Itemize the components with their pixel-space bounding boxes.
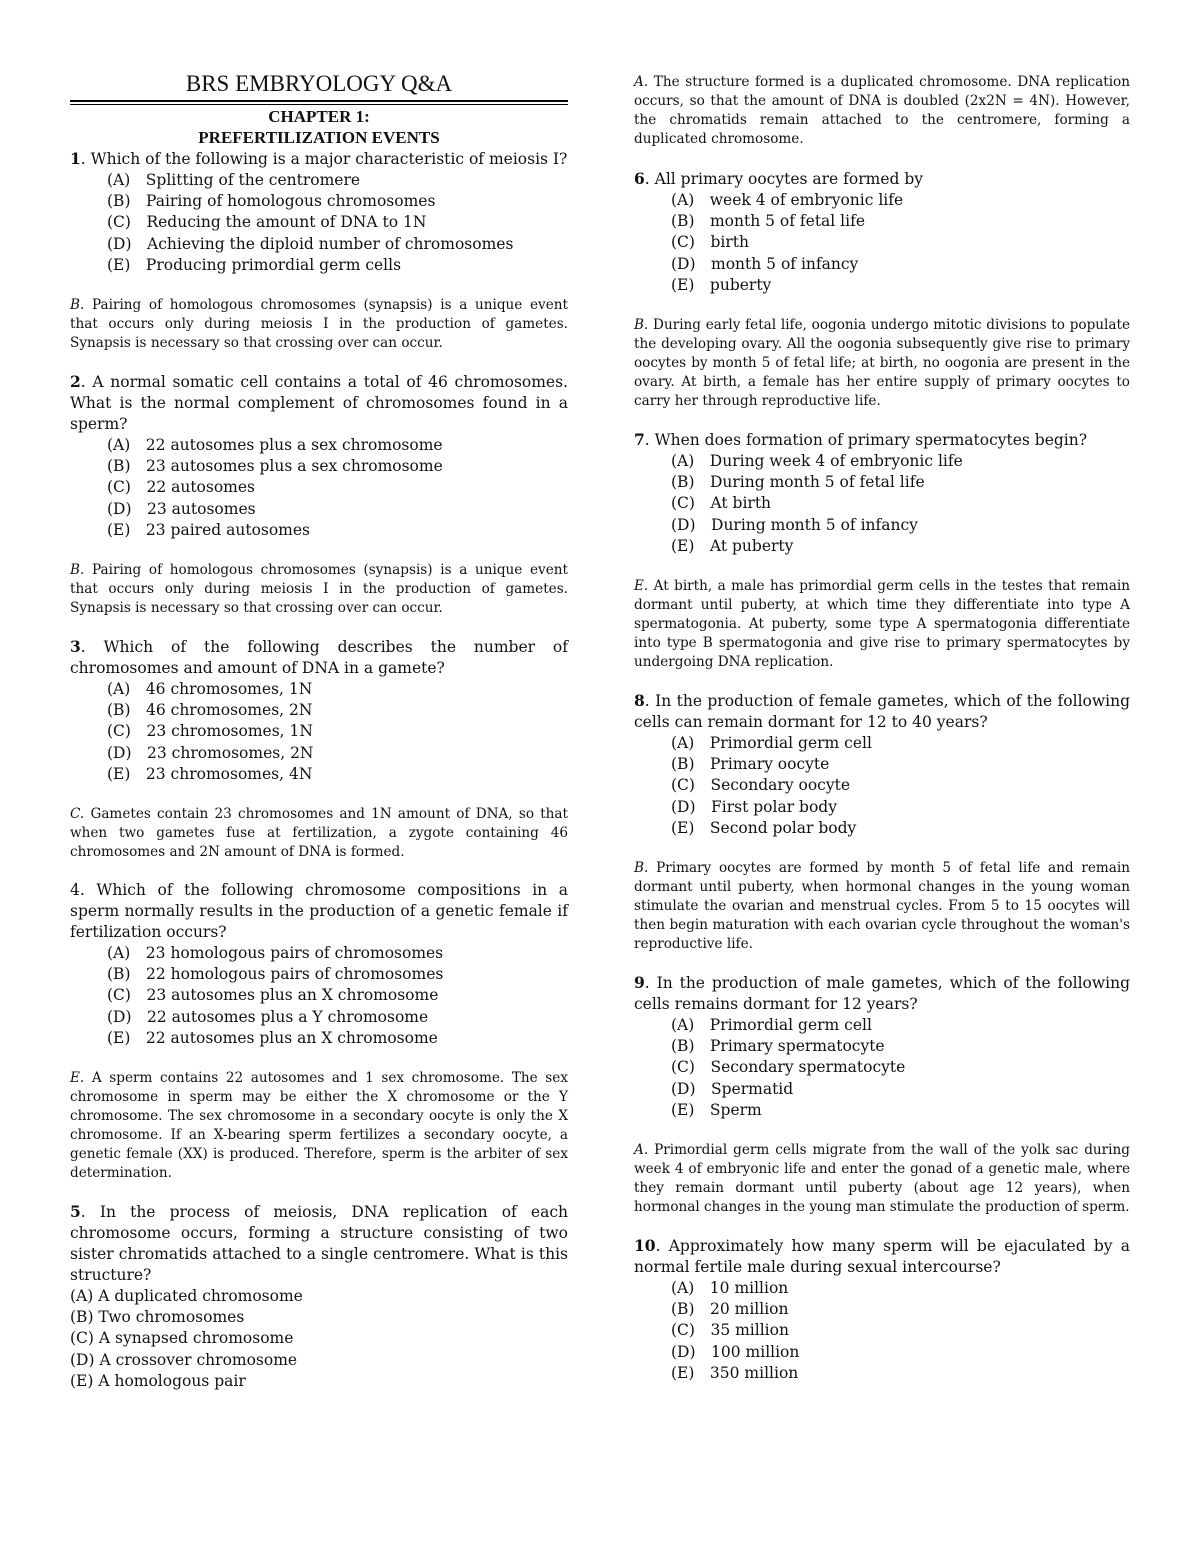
options-8 [634, 733, 1130, 839]
option: (C) 22 autosomes [107, 478, 255, 497]
answer-letter: B. [634, 317, 649, 334]
option: (A) A duplicated chromosome [70, 1287, 303, 1306]
options-3 [70, 679, 568, 785]
answer-letter: E. [70, 1070, 85, 1087]
answer-5 [634, 73, 1130, 149]
option: (D) 23 autosomes [107, 499, 256, 518]
option: (E) At puberty [671, 536, 794, 555]
option: (C) 35 million [671, 1321, 789, 1340]
answer-letter: A. [634, 1142, 649, 1159]
option: (B) month 5 of fetal life [671, 212, 866, 231]
answer-2 [70, 561, 568, 618]
question-number: 1 [70, 149, 81, 168]
option: (D) During month 5 of infancy [671, 515, 918, 534]
answer-text: Pairing of homologous chromosomes (synapsis) is a unique event that occurs only during meiosis I in the production of gametes. Synapsis is necessary so that crossing over can occur. [70, 297, 568, 352]
question-number: 2 [70, 372, 81, 392]
option: (E) 23 paired autosomes [107, 520, 311, 539]
question-10 [634, 1235, 1130, 1278]
answer-letter: B. [70, 297, 85, 314]
options-10 [634, 1278, 1130, 1384]
question-text: . Which of the following chromosome compositions in a sperm normally results in the production of a genetic female if fertilization occurs? [70, 881, 568, 942]
question-text: . All primary oocytes are formed by [644, 170, 924, 188]
option: (B) 20 million [671, 1300, 789, 1319]
question-3 [70, 636, 568, 679]
options-2 [70, 435, 568, 541]
option: (C) Reducing the amount of DNA to 1N [107, 213, 427, 232]
answer-text: A sperm contains 22 autosomes and 1 sex chromosome. The sex chromosome in sperm may be either the X chromosome or the Y chromosome. The sex chromosome in a secondary oocyte is only the X chromosome. If an X-bearing sperm fertilizes a secondary oocyte, a genetic female (XX) is produced. Therefore, sperm is the arbiter of sex determination. [70, 1070, 568, 1182]
option: (E) puberty [671, 275, 772, 294]
options-1 [70, 170, 568, 276]
answer-8 [634, 859, 1130, 954]
option: (D) Achieving the diploid number of chromosomes [107, 234, 514, 253]
options-4 [70, 943, 568, 1049]
chapter-heading [70, 104, 568, 148]
answer-text: Pairing of homologous chromosomes (synapsis) is a unique event that occurs only during meiosis I in the production of gametes. Synapsis is necessary so that crossing over can occur. [70, 562, 568, 617]
left-column [70, 70, 568, 1392]
answer-7 [634, 577, 1130, 672]
answer-letter: A. [634, 74, 649, 90]
options-7 [634, 451, 1130, 557]
question-8 [634, 690, 1130, 733]
question-text: . Approximately how many sperm will be ejaculated by a normal fertile male during sexual intercourse? [634, 1237, 1130, 1277]
option: (B) 22 homologous pairs of chromosomes [107, 965, 444, 984]
option: (D) First polar body [671, 797, 837, 816]
answer-text: During early fetal life, oogonia undergo mitotic divisions to populate the developing ovary. All the oogonia subsequently give rise to primary oocytes by month 5 of fetal life; at birth, no oogonia are present in the ovary. At birth, a female has her entire supply of primary oocytes to carry her through reproductive life. [634, 317, 1130, 410]
chapter-number: CHAPTER 1: [268, 107, 370, 126]
question-text: . In the production of male gametes, which of the following cells remains dormant for 12 years? [634, 974, 1130, 1014]
question-text: . When does formation of primary spermatocytes begin? [644, 431, 1088, 450]
answer-4 [70, 1069, 568, 1183]
option: (E) 22 autosomes plus an X chromosome [107, 1028, 438, 1047]
option: (D) month 5 of infancy [671, 254, 859, 273]
option: (A) Primordial germ cell [671, 734, 872, 753]
option: (B) Two chromosomes [70, 1308, 245, 1327]
option: (B) Primary oocyte [671, 755, 830, 774]
question-2 [70, 371, 568, 435]
right-column [634, 73, 1130, 1384]
question-number: 7 [634, 430, 645, 450]
option: (E) Sperm [671, 1100, 762, 1119]
option: (D) 100 million [671, 1342, 800, 1361]
option: (A) 46 chromosomes, 1N [107, 680, 313, 699]
answer-text: Gametes contain 23 chromosomes and 1N amount of DNA, so that when two gametes fuse at fertilization, a zygote containing 46 chromosomes and 2N amount of DNA is formed. [70, 806, 568, 861]
answer-text: Primary oocytes are formed by month 5 of fetal life and remain dormant until puberty, when hormonal changes in the young woman stimulate the ovarian and menstrual cycles. From 5 to 15 oocytes will then begin maturation with each ovarian cycle throughout the woman's reproductive life. [634, 860, 1130, 953]
question-number: 9 [634, 973, 645, 993]
option: (A) week 4 of embryonic life [671, 191, 904, 209]
option: (A) 10 million [671, 1279, 789, 1298]
option: (B) During month 5 of fetal life [671, 473, 925, 492]
question-number: 5 [70, 1202, 81, 1222]
answer-letter: B. [634, 860, 649, 877]
question-number: 6 [634, 169, 645, 188]
option: (C) At birth [671, 494, 772, 513]
options-9 [634, 1015, 1130, 1121]
answer-text: Primordial germ cells migrate from the wall of the yolk sac during week 4 of embryonic life and enter the gonad of a genetic male, where they remain dormant until puberty (about age 12 years), when hormonal changes in the young man stimulate the production of sperm. [634, 1142, 1130, 1216]
option: (C) Secondary oocyte [671, 776, 850, 795]
question-4 [70, 880, 568, 943]
answer-3 [70, 805, 568, 862]
question-text: . In the process of meiosis, DNA replication of each chromosome occurs, forming a structure consisting of two sister chromatids attached to a single centromere. What is this structure? [70, 1203, 568, 1285]
option: (E) Producing primordial germ cells [107, 255, 402, 274]
question-text: . In the production of female gametes, which of the following cells can remain dormant for 12 to 40 years? [634, 692, 1130, 732]
option: (A) 22 autosomes plus a sex chromosome [107, 436, 443, 455]
option: (C) 23 autosomes plus an X chromosome [107, 986, 439, 1005]
question-number: 3 [70, 637, 81, 657]
option: (D) A crossover chromosome [70, 1350, 298, 1369]
question-5 [70, 1201, 568, 1286]
option: (C) birth [671, 233, 749, 252]
option: (D) Spermatid [671, 1079, 794, 1098]
chapter-title: PREFERTILIZATION EVENTS [198, 128, 440, 147]
answer-9 [634, 1141, 1130, 1217]
option: (B) Primary spermatocyte [671, 1037, 885, 1056]
option: (A) Splitting of the centromere [107, 171, 361, 189]
option: (E) 350 million [671, 1363, 799, 1382]
option: (C) 23 chromosomes, 1N [107, 722, 313, 741]
option: (C) A synapsed chromosome [70, 1329, 294, 1348]
option: (E) Second polar body [671, 818, 857, 837]
option: (E) A homologous pair [70, 1371, 246, 1390]
option: (C) Secondary spermatocyte [671, 1058, 906, 1077]
option: (B) 46 chromosomes, 2N [107, 701, 313, 720]
question-text: . Which of the following is a major characteristic of meiosis I? [80, 150, 568, 168]
option: (D) 22 autosomes plus a Y chromosome [107, 1007, 429, 1026]
answer-letter: E. [634, 578, 649, 595]
answer-text: The structure formed is a duplicated chromosome. DNA replication occurs, so that the amount of DNA is doubled (2x2N = 4N). However, the chromatids remain attached to the centromere, forming a duplicated chromosome. [634, 74, 1130, 147]
option: (B) Pairing of homologous chromosomes [107, 192, 436, 211]
options-6 [634, 190, 1130, 296]
question-text: . Which of the following describes the number of chromosomes and amount of DNA in a gamete? [70, 638, 568, 678]
question-9 [634, 972, 1130, 1015]
answer-text: At birth, a male has primordial germ cells in the testes that remain dormant until puberty, at which time they differentiate into type A spermatogonia. At puberty, some type A spermatogonia differentiate into type B spermatogonia and give rise to primary spermatocytes by undergoing DNA replication. [634, 578, 1130, 671]
option: (E) 23 chromosomes, 4N [107, 764, 313, 783]
document-title: BRS EMBRYOLOGY Q&A [70, 70, 568, 102]
question-1 [70, 148, 568, 170]
option: (A) Primordial germ cell [671, 1016, 872, 1035]
answer-letter: C. [70, 806, 85, 823]
question-6 [634, 168, 1130, 190]
option: (D) 23 chromosomes, 2N [107, 743, 314, 762]
question-text: . A normal somatic cell contains a total of 46 chromosomes. What is the normal complement of chromosomes found in a sperm? [70, 373, 568, 434]
answer-letter: B. [70, 562, 85, 579]
question-7 [634, 429, 1130, 451]
option: (A) 23 homologous pairs of chromosomes [107, 944, 444, 963]
question-number: 8 [634, 691, 645, 711]
option: (A) During week 4 of embryonic life [671, 452, 963, 471]
question-number: 10 [634, 1236, 656, 1256]
answer-1 [70, 296, 568, 353]
answer-6 [634, 316, 1130, 411]
option: (B) 23 autosomes plus a sex chromosome [107, 457, 443, 476]
options-5 [70, 1286, 568, 1392]
question-number: 4 [70, 881, 80, 900]
